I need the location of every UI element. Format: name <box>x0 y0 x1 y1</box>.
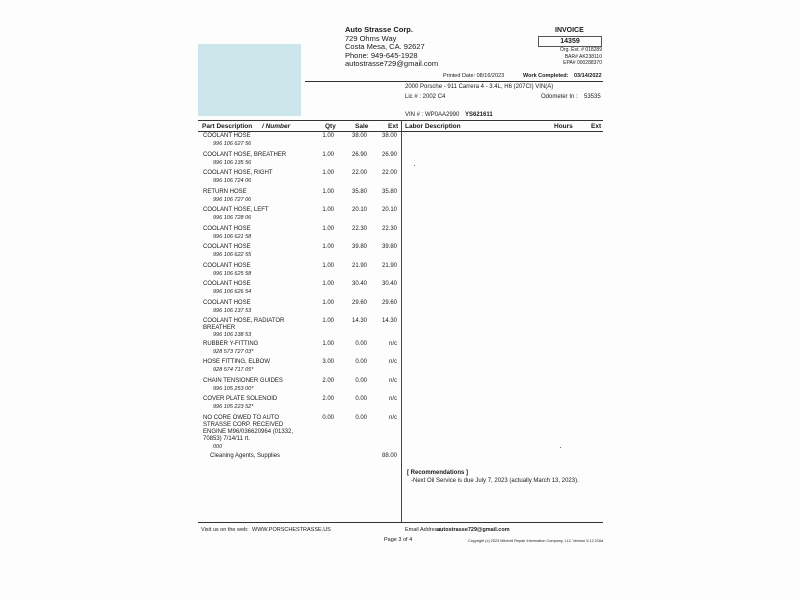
part-ext: 30.40 <box>381 281 397 287</box>
part-description: COOLANT HOSE <box>203 281 251 287</box>
part-sale: 39.80 <box>351 244 367 250</box>
col-labor-description: Labor Description <box>405 123 461 130</box>
part-description: CHAIN TENSIONER GUIDES <box>203 377 283 384</box>
part-description: COOLANT HOSE <box>203 244 251 250</box>
part-description: COOLANT HOSE, LEFT <box>203 207 269 213</box>
col-qty: Qty <box>325 123 336 130</box>
part-sale: 30.40 <box>351 281 367 287</box>
part-number: 996 106 625 58 <box>213 270 252 277</box>
scan-speck <box>414 165 415 166</box>
org-est: Org. Est. # 018289 <box>560 47 602 53</box>
part-sale: 22.30 <box>351 225 367 232</box>
footer-email[interactable]: autostrasse729@gmail.com <box>437 527 510 533</box>
part-number: 928 573 727 03* <box>213 348 254 355</box>
epa-number: EPA# 000288370 <box>563 60 602 66</box>
part-number: 996 105 223 52* <box>213 404 254 410</box>
part-qty: 1.00 <box>322 244 334 250</box>
part-description: COOLANT HOSE, BREATHER <box>203 151 287 158</box>
company-address1: 729 Ohms Way <box>345 33 397 43</box>
part-description: COOLANT HOSE, RADIATOR <box>203 318 285 324</box>
part-ext: 39.80 <box>381 244 397 250</box>
core-note-line-1: NO CORE OWED TO AUTO <box>203 415 280 421</box>
company-header <box>345 26 438 69</box>
part-sale: 0.00 <box>355 359 367 365</box>
part-qty: 1.00 <box>322 151 334 158</box>
part-qty: 2.00 <box>322 377 334 384</box>
col-sale: Sale <box>355 123 369 130</box>
vin-label: VIN # : WP0AA2990 <box>405 112 460 118</box>
part-qty: 1.00 <box>322 262 334 269</box>
part-ext: n/c <box>388 377 397 384</box>
core-note-qty: 0.00 <box>322 415 334 421</box>
part-ext: 14.30 <box>381 318 397 324</box>
part-number: 996 106 727 06 <box>213 196 252 203</box>
odometer-value: 53535 <box>584 94 601 100</box>
footer-website[interactable]: WWW.PORSCHESTRASSE.US <box>252 527 331 533</box>
part-description: COVER PLATE SOLENOID <box>203 396 278 402</box>
part-qty: 1.00 <box>322 207 334 213</box>
col-hours: Hours <box>554 123 573 130</box>
part-ext: 38.00 <box>381 133 397 139</box>
part-description: RETURN HOSE <box>203 188 247 195</box>
part-ext: 21.90 <box>381 262 397 269</box>
part-number: 996 106 626 54 <box>213 289 252 295</box>
core-note <box>203 415 293 443</box>
col-labor-ext: Ext <box>591 123 602 130</box>
part-qty: 1.00 <box>322 133 334 139</box>
part-number: 996 106 622 55 <box>213 252 252 258</box>
company-phone: Phone: 949-645-1928 <box>345 50 418 60</box>
part-sale: 0.00 <box>355 340 367 347</box>
shop-registration <box>560 47 602 67</box>
part-sale: 26.90 <box>351 151 367 158</box>
page-number: Page 3 of 4 <box>384 537 413 543</box>
part-number: 996 105 253 00* <box>213 385 254 392</box>
parts-labor-divider <box>401 120 402 523</box>
part-description: HOSE FITTING, ELBOW <box>203 359 271 365</box>
recommendations-title: [ Recommendations ] <box>407 470 469 476</box>
part-ext: n/c <box>388 340 397 347</box>
part-description: COOLANT HOSE <box>203 225 251 232</box>
part-qty: 1.00 <box>322 299 334 306</box>
part-number: 996 106 138 53 <box>213 332 252 338</box>
part-qty: 1.00 <box>322 340 334 347</box>
part-description: COOLANT HOSE <box>203 262 251 269</box>
part-sale: 22.00 <box>351 170 367 176</box>
footer-email-label: Email Address: <box>405 527 442 533</box>
part-ext: 22.30 <box>381 225 397 232</box>
license-plate: Lic # : 2002 C4 <box>405 94 446 100</box>
vehicle-description: 2000 Porsche - 911 Carrera 4 - 3.4L, H6 (207CI) VIN(A) <box>405 84 554 90</box>
part-qty: 1.00 <box>322 318 334 324</box>
part-number: 996 106 724 06 <box>213 178 252 184</box>
part-description-cont: BREATHER <box>203 325 236 331</box>
recommendations-text: -Next Oil Service is due July 7, 2023 (actually March 13, 2023). <box>411 478 579 484</box>
part-qty: 3.00 <box>322 359 334 365</box>
col-part-number: / Number <box>262 123 291 130</box>
core-note-sale: 0.00 <box>355 415 367 421</box>
part-ext: 22.00 <box>381 170 397 176</box>
part-qty: 1.00 <box>322 188 334 195</box>
part-qty: 1.00 <box>322 170 334 176</box>
redacted-customer-block <box>198 44 301 116</box>
part-sale: 20.10 <box>351 207 367 213</box>
part-sale: 0.00 <box>355 396 367 402</box>
work-completed-date: 03/14/2022 <box>574 73 602 79</box>
part-number: 928 574 717 05* <box>213 367 254 373</box>
copyright: Copyright (c) 2023 Mitchell Repair Information Company, LLC Version 5.12.216a <box>468 539 604 543</box>
core-note-line-3: ENGINE M96/036620964 (01332, <box>203 429 294 435</box>
part-sale: 35.80 <box>351 188 367 195</box>
part-number: 996 106 627 56 <box>213 141 252 147</box>
part-number: 996 106 135 56 <box>213 159 252 166</box>
part-sale: 0.00 <box>355 377 367 384</box>
vin-bold: YS621611 <box>465 112 493 118</box>
odometer-label: Odometer In : <box>541 94 578 100</box>
part-description: COOLANT HOSE, RIGHT <box>203 170 273 176</box>
col-ext: Ext <box>388 123 399 130</box>
part-description: COOLANT HOSE <box>203 299 251 306</box>
part-qty: 1.00 <box>322 281 334 287</box>
part-sale: 29.60 <box>351 299 367 306</box>
footer-visit: Visit us on the web: <box>201 527 249 533</box>
part-qty: 2.00 <box>322 396 334 402</box>
part-qty: 1.00 <box>322 225 334 232</box>
company-name: Auto Strasse Corp. <box>345 25 413 34</box>
part-ext: 35.80 <box>381 188 397 195</box>
cleaning-supplies: Cleaning Agents, Supplies <box>210 453 281 459</box>
company-address2: Costa Mesa, CA. 92627 <box>345 42 425 51</box>
core-note-line-2: STRASSE CORP. RECEIVED <box>203 422 284 428</box>
part-ext: 29.60 <box>381 299 397 306</box>
core-note-ext: n/c <box>388 415 397 421</box>
part-description: RUBBER Y-FITTING <box>203 340 259 347</box>
part-description: COOLANT HOSE <box>203 133 251 139</box>
part-number: 996 106 621 58 <box>213 233 252 240</box>
invoice-number: 14359 <box>538 36 602 47</box>
part-sale: 21.90 <box>351 262 367 269</box>
part-ext: n/c <box>388 359 397 365</box>
core-note-line-4: 70853) 7/14/11 rt. <box>203 436 250 442</box>
part-number: 996 106 728 06 <box>213 215 252 221</box>
company-email: autostrasse729@gmail.com <box>345 59 439 68</box>
invoice-label: INVOICE <box>555 27 584 34</box>
part-ext: n/c <box>388 396 397 402</box>
scan-speck <box>560 447 561 448</box>
cleaning-ext: 88.00 <box>381 453 397 459</box>
header-rule <box>305 81 603 82</box>
work-completed-label: Work Completed: <box>523 73 569 79</box>
part-sale: 38.00 <box>351 133 367 139</box>
part-ext: 20.10 <box>381 207 397 213</box>
bar-number: BAR# AK238110 <box>564 53 602 60</box>
part-ext: 26.90 <box>381 151 397 158</box>
part-number: 996 106 137 53 <box>213 307 252 314</box>
col-part-description: Part Description <box>202 123 253 130</box>
part-sale: 14.30 <box>351 318 367 324</box>
footer-rule <box>198 522 603 523</box>
printed-date: Printed Date: 08/16/2023 <box>443 73 505 79</box>
core-note-pn: 000 <box>213 444 223 450</box>
